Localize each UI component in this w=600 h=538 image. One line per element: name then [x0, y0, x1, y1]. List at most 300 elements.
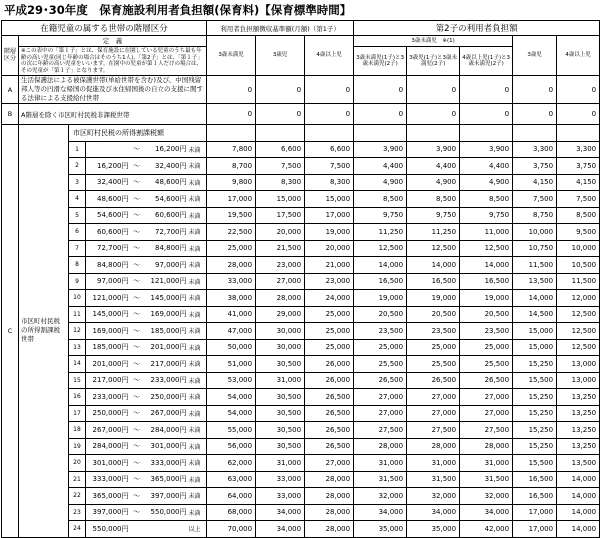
fee-value: 30,000 — [256, 323, 305, 340]
fee-value: 6,600 — [305, 141, 354, 158]
fee-value: 26,500 — [354, 372, 407, 389]
range-high: 97,000円 — [144, 257, 188, 274]
fee-value: 3,300 — [557, 141, 600, 158]
header-definition: 定 義 — [19, 36, 207, 47]
range-suffix: 未満 — [188, 438, 207, 455]
fee-value: 7,500 — [256, 158, 305, 175]
fee-value: 3,900 — [407, 141, 460, 158]
fee-value: 3,300 — [513, 141, 557, 158]
fee-value: 8,500 — [460, 191, 513, 208]
fee-value: 7,800 — [207, 141, 256, 158]
fee-value: 31,500 — [407, 471, 460, 488]
fee-value: 28,000 — [407, 438, 460, 455]
range-suffix: 未満 — [188, 422, 207, 439]
fee-value: 8,300 — [256, 174, 305, 191]
table-row — [2, 438, 600, 455]
range-suffix: 未満 — [188, 488, 207, 505]
range-low: 48,600円 — [86, 191, 130, 208]
range-low: 121,000円 — [86, 290, 130, 307]
range-tilde: ～ — [130, 290, 144, 307]
range-low: 301,000円 — [86, 455, 130, 472]
fee-value: 27,000 — [460, 389, 513, 406]
fee-value: 19,000 — [460, 290, 513, 307]
fee-value: 33,000 — [256, 471, 305, 488]
fee-value: 0 — [354, 76, 407, 104]
fee-value: 25,000 — [460, 339, 513, 356]
fee-value: 0 — [256, 76, 305, 104]
page-title: 平成29･30年度 保育施設利用者負担額(保育料)【保育標準時間】 — [4, 3, 352, 17]
fee-value: 4,150 — [557, 174, 600, 191]
row-number: 4 — [69, 191, 86, 208]
range-low: 217,000円 — [86, 372, 130, 389]
fee-value: 27,000 — [407, 405, 460, 422]
fee-value: 4,400 — [354, 158, 407, 175]
fee-value: 3,750 — [557, 158, 600, 175]
header-right-col-4: 3歳児 — [513, 36, 557, 76]
table-row — [2, 356, 600, 373]
fee-value: 14,000 — [557, 504, 600, 521]
range-tilde: ～ — [130, 224, 144, 241]
fee-value: 31,000 — [354, 455, 407, 472]
table-row — [2, 76, 600, 104]
fee-value: 8,300 — [305, 174, 354, 191]
fee-value: 20,000 — [305, 240, 354, 257]
fee-value: 28,000 — [354, 438, 407, 455]
fee-value: 3,750 — [513, 158, 557, 175]
table-row — [2, 405, 600, 422]
fee-value: 28,000 — [256, 290, 305, 307]
range-tilde: ～ — [130, 191, 144, 208]
fee-value: 0 — [305, 104, 354, 125]
range-tilde: ～ — [130, 389, 144, 406]
fee-value: 9,800 — [207, 174, 256, 191]
fee-value: 7,500 — [305, 158, 354, 175]
range-suffix: 未満 — [188, 224, 207, 241]
fee-value: 12,500 — [557, 306, 600, 323]
fee-value: 31,000 — [256, 372, 305, 389]
range-tilde: ～ — [130, 240, 144, 257]
fee-value: 26,500 — [305, 438, 354, 455]
range-suffix: 未満 — [188, 389, 207, 406]
fee-value: 27,000 — [256, 273, 305, 290]
row-number: 9 — [69, 273, 86, 290]
fee-value: 4,400 — [460, 158, 513, 175]
fee-value: 30,000 — [256, 339, 305, 356]
range-high: 233,000円 — [144, 372, 188, 389]
fee-value: 0 — [557, 76, 600, 104]
header-right-col-1: 3歳未満児(1子)と3歳未満児(2子) — [354, 47, 407, 76]
fee-value: 30,500 — [256, 438, 305, 455]
range-tilde: ～ — [130, 438, 144, 455]
range-low: 84,800円 — [86, 257, 130, 274]
range-high — [144, 521, 188, 538]
range-suffix: 未満 — [188, 471, 207, 488]
fee-value: 55,000 — [207, 422, 256, 439]
table-row — [2, 125, 600, 142]
row-number: 17 — [69, 405, 86, 422]
fee-value: 13,000 — [557, 356, 600, 373]
empty-cell — [207, 125, 256, 142]
table-row — [2, 306, 600, 323]
range-suffix: 未満 — [188, 273, 207, 290]
range-low — [86, 141, 130, 158]
fee-value: 13,500 — [557, 455, 600, 472]
table-row — [2, 257, 600, 274]
row-number: 14 — [69, 356, 86, 373]
fee-value: 28,000 — [207, 257, 256, 274]
fee-value: 25,000 — [207, 240, 256, 257]
fee-value: 15,000 — [513, 323, 557, 340]
table-row — [2, 224, 600, 241]
range-tilde: ～ — [130, 306, 144, 323]
fee-value: 24,000 — [305, 290, 354, 307]
header-group-mid: 利用者負担額徴収基準額(月額)（第1子） — [207, 21, 354, 36]
range-tilde: ～ — [130, 372, 144, 389]
table-row — [2, 207, 600, 224]
fee-value: 23,500 — [460, 323, 513, 340]
range-high: 301,000円 — [144, 438, 188, 455]
row-number: 20 — [69, 455, 86, 472]
range-low: 32,400円 — [86, 174, 130, 191]
fee-value: 7,500 — [513, 191, 557, 208]
fee-value: 31,000 — [460, 455, 513, 472]
empty-cell — [354, 125, 407, 142]
table-row — [2, 471, 600, 488]
fee-value: 14,000 — [513, 290, 557, 307]
range-high: 84,800円 — [144, 240, 188, 257]
fee-value: 21,000 — [305, 257, 354, 274]
row-number: 5 — [69, 207, 86, 224]
fee-value: 4,400 — [407, 158, 460, 175]
fee-value: 15,000 — [256, 191, 305, 208]
fee-value: 26,500 — [305, 389, 354, 406]
fee-value: 0 — [460, 104, 513, 125]
fee-value: 6,600 — [256, 141, 305, 158]
range-suffix: 以上 — [188, 521, 207, 538]
fee-value: 14,000 — [407, 257, 460, 274]
range-low: 145,000円 — [86, 306, 130, 323]
range-suffix: 未満 — [188, 306, 207, 323]
row-number: 10 — [69, 290, 86, 307]
range-high: 365,000円 — [144, 471, 188, 488]
class-cell: B — [2, 104, 19, 125]
fee-value: 3,900 — [354, 141, 407, 158]
row-number: 7 — [69, 240, 86, 257]
range-high: 16,200円 — [144, 141, 188, 158]
table-row — [2, 273, 600, 290]
empty-cell — [513, 125, 557, 142]
fee-value: 25,500 — [407, 356, 460, 373]
range-suffix: 未満 — [188, 339, 207, 356]
range-high: 397,000円 — [144, 488, 188, 505]
range-high: 250,000円 — [144, 389, 188, 406]
fee-table — [1, 20, 600, 538]
range-low: 16,200円 — [86, 158, 130, 175]
fee-value: 50,000 — [207, 339, 256, 356]
fee-value: 13,250 — [557, 438, 600, 455]
range-suffix: 未満 — [188, 240, 207, 257]
range-low: 284,000円 — [86, 438, 130, 455]
fee-value: 35,000 — [407, 521, 460, 538]
table-row — [2, 240, 600, 257]
fee-value: 0 — [513, 76, 557, 104]
range-suffix: 未満 — [188, 257, 207, 274]
row-number: 18 — [69, 422, 86, 439]
fee-value: 54,000 — [207, 389, 256, 406]
fee-value: 26,500 — [407, 372, 460, 389]
fee-value: 3,900 — [460, 141, 513, 158]
row-number: 15 — [69, 372, 86, 389]
range-suffix: 未満 — [188, 323, 207, 340]
class-description: 市区町村民税の所得割課税世帯 — [19, 125, 69, 538]
fee-value: 16,500 — [407, 273, 460, 290]
fee-value: 0 — [305, 76, 354, 104]
fee-value: 27,500 — [460, 422, 513, 439]
range-high: 32,400円 — [144, 158, 188, 175]
row-number: 12 — [69, 323, 86, 340]
fee-value: 0 — [207, 76, 256, 104]
range-low: 97,000円 — [86, 273, 130, 290]
range-low: 550,000円 — [86, 521, 130, 538]
row-number: 6 — [69, 224, 86, 241]
fee-value: 35,000 — [354, 521, 407, 538]
fee-value: 16,500 — [354, 273, 407, 290]
range-tilde: ～ — [130, 339, 144, 356]
header-group-right: 第2子の利用者負担額 — [354, 21, 600, 36]
fee-value: 31,500 — [354, 471, 407, 488]
range-tilde: ～ — [130, 158, 144, 175]
fee-value: 8,500 — [354, 191, 407, 208]
row-number: 22 — [69, 488, 86, 505]
fee-value: 15,000 — [513, 339, 557, 356]
fee-value: 13,000 — [557, 372, 600, 389]
empty-cell — [256, 125, 305, 142]
fee-value: 32,000 — [407, 488, 460, 505]
fee-value: 31,000 — [256, 455, 305, 472]
range-low: 250,000円 — [86, 405, 130, 422]
fee-value: 33,000 — [256, 488, 305, 505]
fee-value: 68,000 — [207, 504, 256, 521]
fee-value: 26,500 — [305, 405, 354, 422]
fee-value: 19,000 — [354, 290, 407, 307]
fee-value: 25,000 — [354, 339, 407, 356]
fee-value: 30,500 — [256, 422, 305, 439]
range-high: 333,000円 — [144, 455, 188, 472]
fee-value: 0 — [354, 104, 407, 125]
fee-value: 0 — [407, 104, 460, 125]
fee-value: 31,500 — [460, 471, 513, 488]
fee-value: 15,250 — [513, 405, 557, 422]
fee-value: 15,250 — [513, 389, 557, 406]
table-row — [2, 372, 600, 389]
fee-value: 34,000 — [256, 521, 305, 538]
range-high: 217,000円 — [144, 356, 188, 373]
fee-value: 41,000 — [207, 306, 256, 323]
range-tilde: ～ — [130, 504, 144, 521]
row-number: 21 — [69, 471, 86, 488]
range-low: 267,000円 — [86, 422, 130, 439]
fee-value: 19,000 — [407, 290, 460, 307]
fee-value: 12,500 — [557, 339, 600, 356]
fee-value: 42,000 — [460, 521, 513, 538]
fee-value: 25,500 — [354, 356, 407, 373]
fee-value: 27,000 — [460, 405, 513, 422]
range-tilde: ～ — [130, 471, 144, 488]
fee-value: 19,500 — [207, 207, 256, 224]
fee-value: 0 — [557, 104, 600, 125]
fee-value: 53,000 — [207, 372, 256, 389]
fee-value: 12,000 — [557, 290, 600, 307]
fee-value: 32,000 — [354, 488, 407, 505]
range-tilde: ～ — [130, 273, 144, 290]
fee-value: 17,000 — [513, 521, 557, 538]
fee-value: 21,500 — [256, 240, 305, 257]
fee-value: 28,000 — [305, 504, 354, 521]
fee-value: 28,000 — [305, 521, 354, 538]
fee-value: 56,000 — [207, 438, 256, 455]
empty-cell — [557, 125, 600, 142]
range-high: 72,700円 — [144, 224, 188, 241]
range-tilde: ～ — [130, 422, 144, 439]
table-row — [2, 290, 600, 307]
fee-value: 13,500 — [513, 273, 557, 290]
fee-value: 0 — [513, 104, 557, 125]
range-tilde: ～ — [130, 257, 144, 274]
fee-value: 25,000 — [305, 306, 354, 323]
header-mid-col-3: 4歳以上児 — [305, 36, 354, 76]
fee-value: 25,000 — [305, 323, 354, 340]
range-tilde: ～ — [130, 323, 144, 340]
fee-value: 19,000 — [305, 224, 354, 241]
fee-value: 33,000 — [207, 273, 256, 290]
fee-value: 17,000 — [305, 207, 354, 224]
range-suffix: 未満 — [188, 405, 207, 422]
range-low: 60,600円 — [86, 224, 130, 241]
fee-value: 34,000 — [256, 504, 305, 521]
fee-value: 26,000 — [305, 372, 354, 389]
class-description: 生活保護法による被保護世帯(単給世帯を含む)及び、中国残留邦人等の円滑な帰国の促進及び永住帰国後の自立の支援に関する法律による支援給付世帯 — [19, 76, 207, 104]
fee-value: 25,000 — [407, 339, 460, 356]
header-note: ※この表中の「第１子」とは、保育施設に在園している児童のうち最も年齢の高い児童(同じ年齢の場合はそのうち1人)、「第2子」とは、「第１子」の次に年齢の高い児童をいいます。在園中の児童が第１人だけの場合は、その児童が「第１子」となります。 — [19, 47, 207, 76]
range-suffix: 未満 — [188, 207, 207, 224]
fee-value: 27,500 — [407, 422, 460, 439]
header-right-col-5: 4歳以上児 — [557, 36, 600, 76]
empty-cell — [460, 125, 513, 142]
table-row — [2, 339, 600, 356]
fee-value: 51,000 — [207, 356, 256, 373]
empty-cell — [305, 125, 354, 142]
range-tilde — [130, 521, 144, 538]
header-layer: 階層区分 — [2, 36, 19, 76]
fee-value: 0 — [256, 104, 305, 125]
table-row — [2, 521, 600, 538]
fee-value: 16,500 — [460, 273, 513, 290]
fee-value: 12,500 — [557, 323, 600, 340]
range-low: 54,600円 — [86, 207, 130, 224]
table-row — [2, 323, 600, 340]
row-number: 11 — [69, 306, 86, 323]
range-low: 397,000円 — [86, 504, 130, 521]
fee-value: 11,250 — [354, 224, 407, 241]
fee-value: 8,750 — [513, 207, 557, 224]
fee-value: 10,750 — [513, 240, 557, 257]
fee-value: 14,000 — [557, 488, 600, 505]
row-number: 23 — [69, 504, 86, 521]
row-number: 1 — [69, 141, 86, 158]
header-mid-col-1: 3歳未満児 — [207, 36, 256, 76]
fee-value: 12,500 — [354, 240, 407, 257]
table-row — [2, 389, 600, 406]
range-low: 365,000円 — [86, 488, 130, 505]
fee-value: 10,500 — [557, 257, 600, 274]
fee-value: 23,000 — [305, 273, 354, 290]
fee-value: 17,000 — [513, 504, 557, 521]
fee-value: 28,000 — [460, 438, 513, 455]
range-high: 267,000円 — [144, 405, 188, 422]
range-suffix: 未満 — [188, 174, 207, 191]
fee-value: 11,500 — [513, 257, 557, 274]
fee-value: 14,500 — [513, 306, 557, 323]
range-suffix: 未満 — [188, 504, 207, 521]
fee-value: 8,700 — [207, 158, 256, 175]
fee-value: 13,250 — [557, 405, 600, 422]
row-number: 19 — [69, 438, 86, 455]
fee-value: 28,000 — [305, 471, 354, 488]
fee-value: 15,000 — [305, 191, 354, 208]
fee-value: 14,000 — [460, 257, 513, 274]
row-number: 24 — [69, 521, 86, 538]
fee-value: 22,500 — [207, 224, 256, 241]
table-row — [2, 422, 600, 439]
fee-value: 63,000 — [207, 471, 256, 488]
table-row — [2, 191, 600, 208]
fee-value: 10,000 — [513, 224, 557, 241]
fee-value: 15,250 — [513, 422, 557, 439]
fee-value: 32,000 — [460, 488, 513, 505]
c-tax-header: 市区町村民税の所得割課税額 — [69, 125, 207, 142]
table-row — [2, 455, 600, 472]
range-high: 169,000円 — [144, 306, 188, 323]
header-right-col-3: 4歳以上児(1子)と3歳未満児(2子) — [460, 47, 513, 76]
range-low: 333,000円 — [86, 471, 130, 488]
row-number: 2 — [69, 158, 86, 175]
fee-value: 34,000 — [460, 504, 513, 521]
fee-value: 11,500 — [557, 273, 600, 290]
fee-value: 34,000 — [354, 504, 407, 521]
fee-value: 25,500 — [460, 356, 513, 373]
range-suffix: 未満 — [188, 158, 207, 175]
fee-value: 27,000 — [407, 389, 460, 406]
range-suffix: 未満 — [188, 356, 207, 373]
fee-value: 17,000 — [207, 191, 256, 208]
fee-value: 0 — [407, 76, 460, 104]
range-high: 284,000円 — [144, 422, 188, 439]
fee-value: 23,500 — [354, 323, 407, 340]
fee-value: 13,250 — [557, 389, 600, 406]
range-high: 145,000円 — [144, 290, 188, 307]
fee-value: 70,000 — [207, 521, 256, 538]
fee-value: 15,500 — [513, 372, 557, 389]
fee-value: 25,000 — [305, 339, 354, 356]
range-tilde: ～ — [130, 356, 144, 373]
row-number: 3 — [69, 174, 86, 191]
fee-value: 26,500 — [460, 372, 513, 389]
fee-value: 12,500 — [460, 240, 513, 257]
range-high: 550,000円 — [144, 504, 188, 521]
fee-value: 64,000 — [207, 488, 256, 505]
fee-value: 38,000 — [207, 290, 256, 307]
fee-value: 28,000 — [305, 488, 354, 505]
